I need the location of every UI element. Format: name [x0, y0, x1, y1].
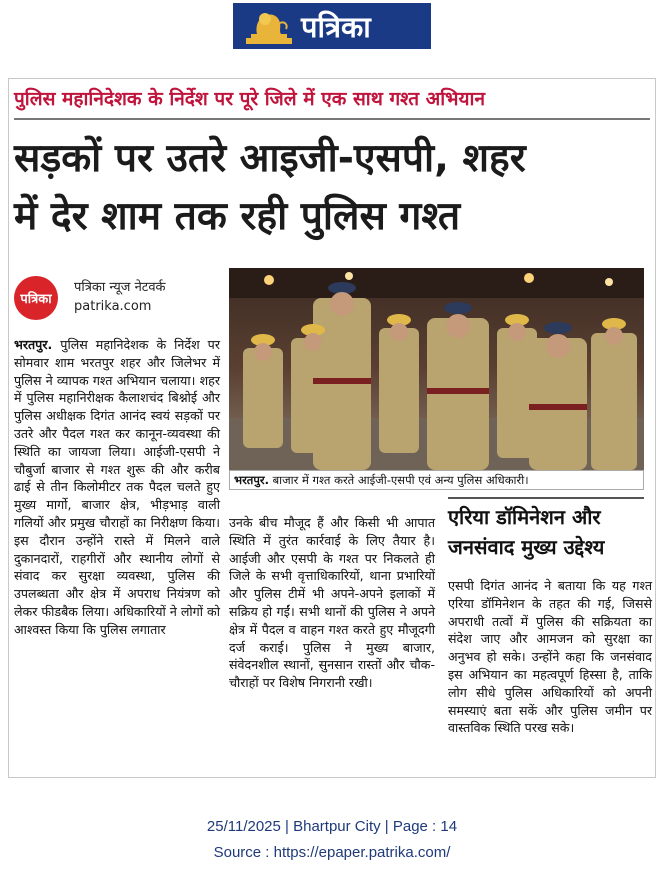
article-column-3: एसपी दिगंत आनंद ने बताया कि यह गश्त एरिया डॉमिनेशन के तहत की गई, जिससे अपराधी तत्वों में पुलिस की सक्रियता का संदेश जाए और आमजन को सुरक्षा का अनुभव हो सके। उन्होंने कहा कि जनसंवाद इस अभियान का महत्वपूर्ण हिस्सा है, ताकि लोग सीधे पुलिस अधिकारियों को अपनी समस्याएं बता सकें और पुलिस जमीन पर वास्तविक स्थिति परख सके। — [448, 578, 652, 736]
footer-date-line: 25/11/2025 | Bhartpur City | Page : 14 — [206, 818, 458, 835]
caption-text: बाजार में गश्त करते आईजी-एसपी एवं अन्य पुलिस अधिकारी। — [268, 473, 529, 487]
byline-logo: पत्रिका — [14, 276, 58, 320]
headline-line-2: में देर शाम तक रही पुलिस गश्त — [14, 194, 461, 239]
article-subhead: एरिया डॉमिनेशन और जनसंवाद मुख्य उद्देश्य — [448, 505, 605, 559]
lion-emblem-icon — [243, 5, 295, 47]
article-kicker: पुलिस महानिदेशक के निर्देश पर पूरे जिले में एक साथ गश्त अभियान — [14, 88, 485, 110]
column-1-text: पुलिस महानिदेशक के निर्देश पर सोमवार शाम भरतपुर शहर और जिलेभर में पुलिस ने व्यापक गश्त अभियान चलाया। शहर में पुलिस महानिरीक्षक कैलाशचंद बिश्नोई और पुलिस अधीक्षक दिगंत आनंद स्वयं सड़कों पर उतरे और पैदल गश्त कर कानून-व्यवस्था की स्थिति का जायजा लिया। आईजी-एसपी ने चौबुर्जा बाजार से गश्त शुरू की और करीब ढाई से तीन किलोमीटर तक पैदल चलते हुए मुख्य मार्गो, बाजार क्षेत्र, भीड़भाड़ वाली गलियों और प्रमुख चौराहों का निरीक्षण किया। इस दौरान उन्होंने रास्ते में मिलने वाले दुकानदारों, राहगीरों और स्थानीय लोगों से संवाद कर सुरक्षा व्यवस्था, पुलिस की उपलब्धता और क्षेत्र में अपराध नियंत्रण को लेकर फीडबैक लिया। अधिकारियों ने लोगों को आश्वस्त किया कि पुलिस लगातार — [14, 337, 220, 637]
byline-name: पत्रिका न्यूज नेटवर्क — [74, 280, 166, 295]
headline-line-1: सड़कों पर उतरे आइजी-एसपी, शहर — [14, 136, 526, 181]
masthead — [233, 3, 431, 49]
kicker-divider — [14, 118, 650, 120]
caption-place: भरतपुर. — [234, 473, 269, 487]
dateline: भरतपुर. — [14, 337, 53, 352]
police-patrol-photo — [229, 268, 644, 470]
masthead-title: पत्रिका — [301, 9, 371, 44]
article-column-2: उनके बीच मौजूद हैं और किसी भी आपात स्थिति में तुरंत कार्रवाई के लिए तैयार है। आईजी और एसपी के गश्त पर निकलते ही जिले के सभी वृत्ताधिकारियों, थाना प्रभारियों और पुलिस टीमें भी अपने-अपने इलाकों में सक्रिय हो गईं। सभी थानों की पुलिस ने अपने क्षेत्र में पैदल व वाहन गश्त करते हुए मौजूदगी दर्ज कराई। पुलिस ने मुख्य बाजार, संवेदनशील स्थानों, सुनसान रास्तों और चौक-चौराहों पर विशेष निगरानी रखी। — [229, 515, 435, 691]
footer-source-line[interactable]: Source : https://epaper.patrika.com/ — [213, 844, 451, 861]
photo-caption — [229, 470, 644, 490]
byline-site: patrika.com — [74, 299, 152, 314]
article-photo — [229, 268, 644, 470]
article-column-1 — [14, 336, 220, 639]
article-headline — [14, 130, 650, 246]
